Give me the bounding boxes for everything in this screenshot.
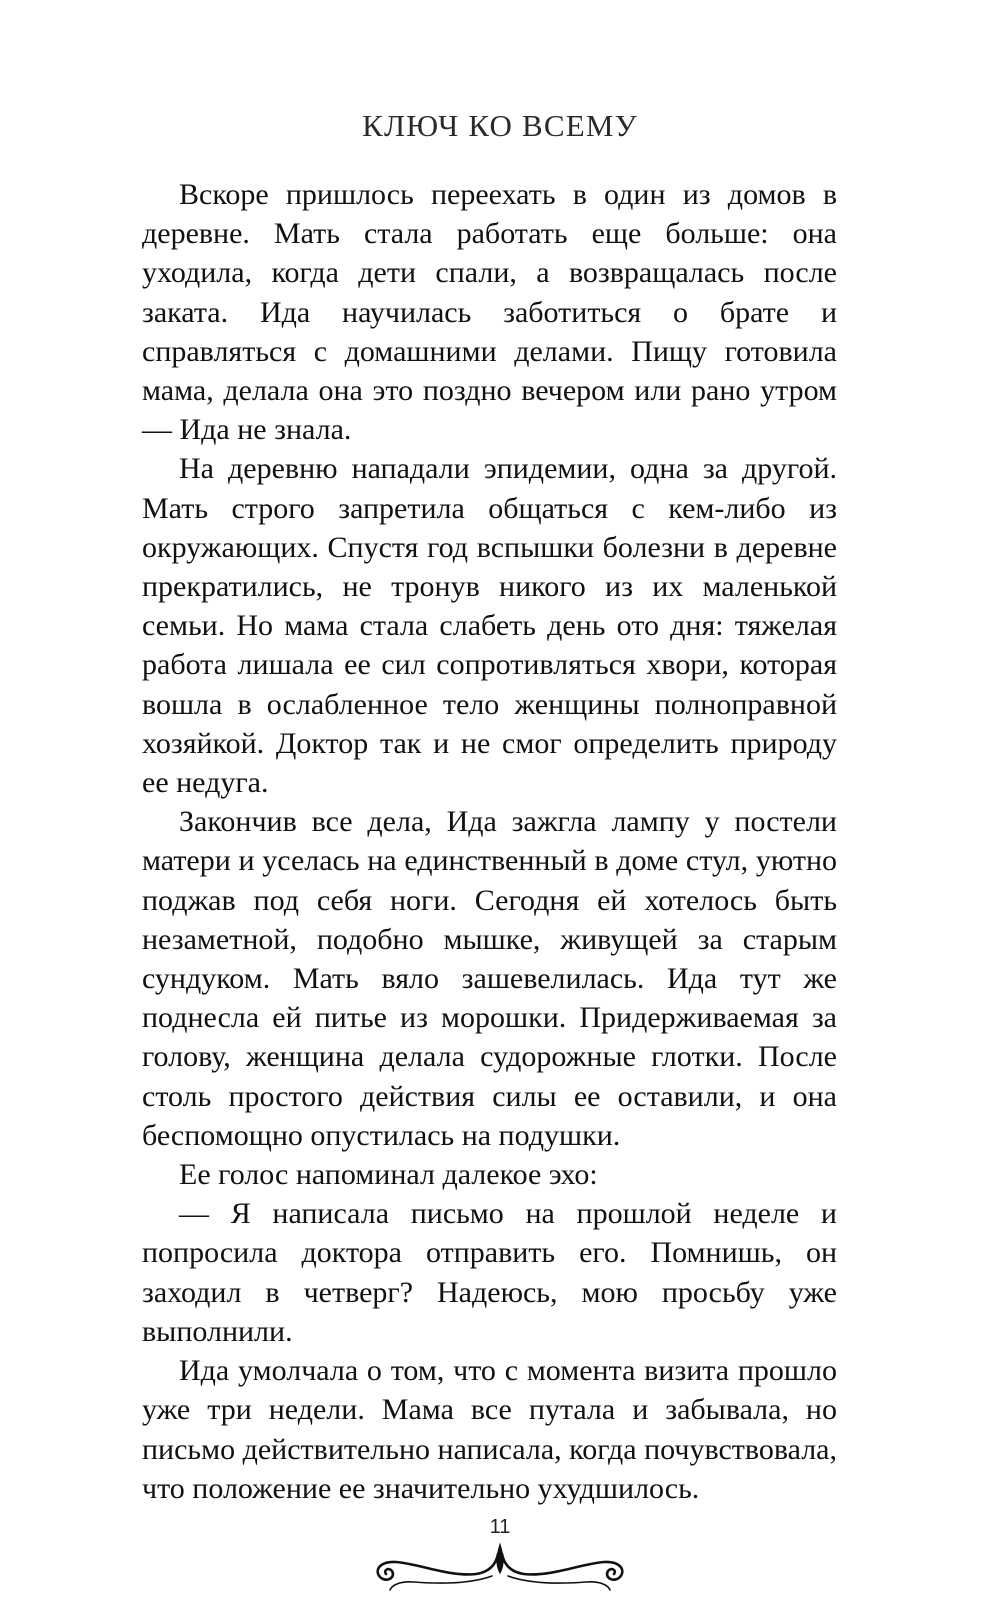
- page-number: 11: [489, 1516, 511, 1538]
- paragraph-4: Ее голос напоминал далекое эхо:: [179, 1158, 598, 1192]
- paragraph-1: Вскоре пришлось переехать в один из домов в деревне. Мать стала работать еще больше: она уходила, когда дети спали, а возвращалась после заката. Ида научилась заботиться о брате и справляться с домашними делами. Пищу готовила мама, делала она это поздно вечером или рано утром — Ида не знала.: [142, 178, 837, 447]
- scroll-flourish-icon: [370, 1540, 630, 1600]
- paragraph-2: На деревню нападали эпидемии, одна за другой. Мать строго запретила общаться с кем-либо из окружающих. Спустя год вспышки болезни в деревне прекратились, не тронув никого из их маленькой семьи. Но мама стала слабеть день ото дня: тяжелая работа лишала ее сил сопротивляться хвори, которая вошла в ослабленное тело женщины полноправной хозяйкой. Доктор так и не смог определить природу ее недуга.: [142, 452, 837, 800]
- running-head: КЛЮЧ КО ВСЕМУ: [362, 108, 638, 143]
- paragraph-6: Ида умолчала о том, что с момента визита прошло уже три недели. Мама все путала и забывала, но письмо действительно написала, когда почувствовала, что положение ее значительно ухудшилось.: [142, 1354, 837, 1505]
- paragraph-3: Закончив все дела, Ида зажгла лампу у постели матери и уселась на единственный в доме стул, уютно поджав под себя ноги. Сегодня ей хотелось быть незаметной, подобно мышке, живущей за старым сундуком. Мать вяло зашевелилась. Ида тут же поднесла ей питье из морошки. Придерживаемая за голову, женщина делала судорожные глотки. После столь простого действия силы ее оставили, и она беспомощно опустилась на подушки.: [142, 805, 837, 1152]
- body-text: [142, 175, 837, 1508]
- paragraph-5: — Я написала письмо на прошлой неделе и попросила доктора отправить его. Помнишь, он заходил в четверг? Надеюсь, мою просьбу уже выполнили.: [142, 1197, 837, 1348]
